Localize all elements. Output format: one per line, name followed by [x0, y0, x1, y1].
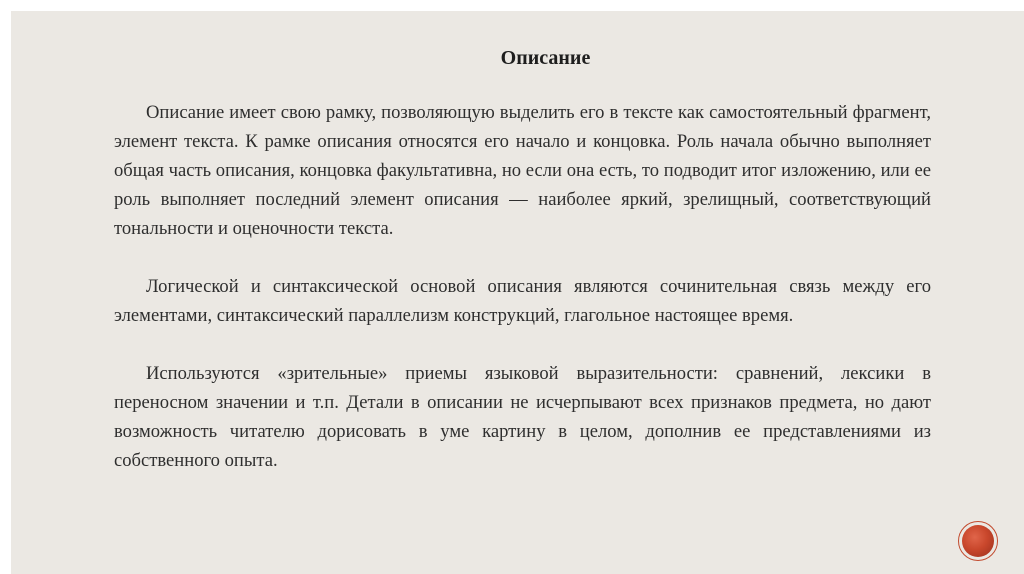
paragraph-1: Описание имеет свою рамку, позволяющую выделить его в тексте как самостоятельный фрагмент, элемент текста. К рамке описания относятся его начало и концовка. Роль начала обычно выполняет общая часть описания, концовка факультативна, но если она есть, то подводит итог изложению, или ее роль выполняет последний элемент описания — наиболее яркий, зрелищный, соответствующий тональности и оценочности текста. [114, 102, 931, 239]
red-circle-ornament-icon [958, 521, 998, 561]
paragraph-3: Используются «зрительные» приемы языковой выразительности: сравнений, лексики в переносном значении и т.п. Детали в описании не исчерпывают всех признаков предмета, но дают возможность читателю дорисовать в уме картину в целом, дополнив ее представлениями из собственного опыта. [114, 363, 931, 471]
slide [11, 11, 1024, 574]
slide-title: Описание [500, 47, 591, 69]
paragraph-2: Логической и синтаксической основой описания являются сочинительная связь между его элементами, синтаксический параллелизм конструкций, глагольное настоящее время. [114, 276, 931, 326]
slide-body [114, 98, 931, 504]
ornament-fill [962, 525, 994, 557]
